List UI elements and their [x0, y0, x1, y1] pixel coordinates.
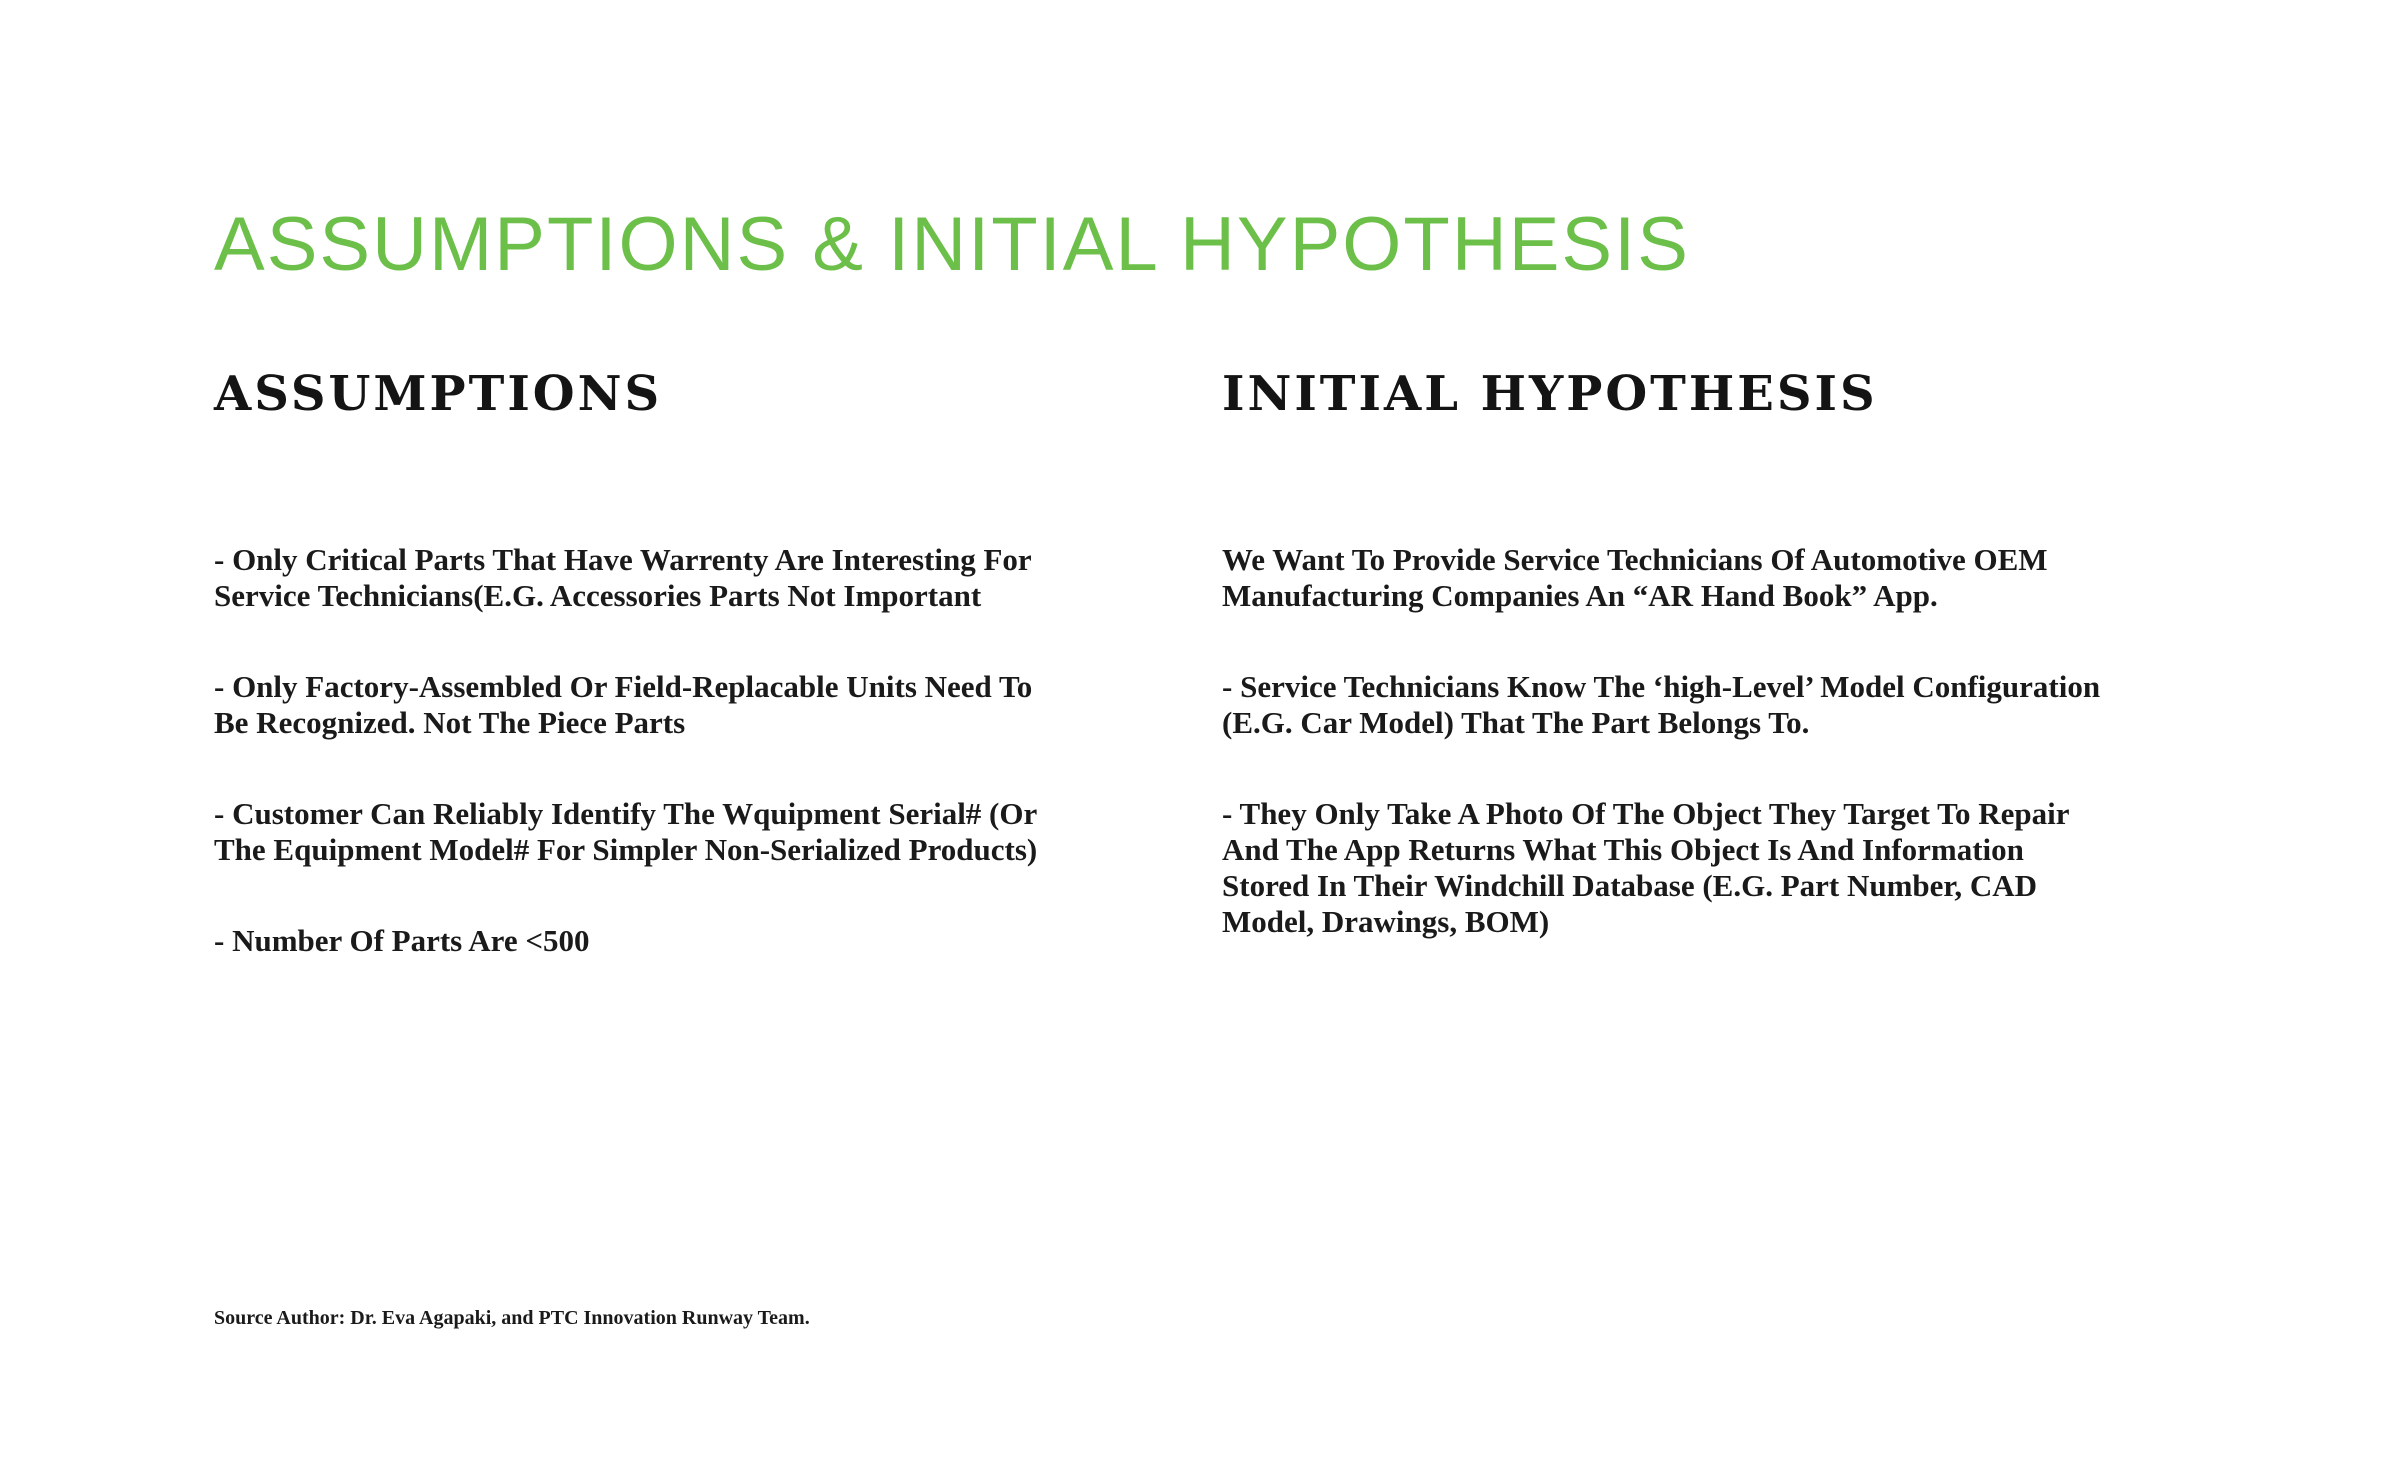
source-credit: Source Author: Dr. Eva Agapaki, and PTC Innovation Runway Team.: [214, 1307, 810, 1329]
hypothesis-item: - Service Technicians Know The ‘high-Level’ Model Configuration (E.G. Car Model) That The Part Belongs To.: [1222, 669, 2101, 740]
hypothesis-heading: INITIAL HYPOTHESIS: [1222, 366, 1878, 422]
assumptions-section: [214, 362, 1064, 1014]
assumption-item: - Only Critical Parts That Have Warrenty Are Interesting For Service Technicians(E.G. Accessories Parts Not Important: [214, 542, 1032, 613]
hypothesis-item: We Want To Provide Service Technicians Of Automotive OEM Manufacturing Companies An “AR Hand Book” App.: [1222, 542, 2048, 613]
hypothesis-section: [1222, 362, 2102, 995]
assumptions-list: [214, 542, 1064, 959]
hypothesis-list: [1222, 542, 2102, 940]
assumption-item: - Number Of Parts Are <500: [214, 923, 590, 958]
assumptions-heading: ASSUMPTIONS: [214, 366, 663, 422]
hypothesis-item: - They Only Take A Photo Of The Object They Target To Repair And The App Returns What This Object Is And Information Stored In Their Windchill Database (E.G. Part Number, CAD Model, Drawings, BOM): [1222, 796, 2069, 939]
page-title: ASSUMPTIONS & INITIAL HYPOTHESIS: [214, 202, 1690, 287]
assumption-item: - Customer Can Reliably Identify The Wquipment Serial# (Or The Equipment Model# For Simpler Non-Serialized Products): [214, 796, 1038, 867]
assumption-item: - Only Factory-Assembled Or Field-Replacable Units Need To Be Recognized. Not The Piece Parts: [214, 669, 1033, 740]
